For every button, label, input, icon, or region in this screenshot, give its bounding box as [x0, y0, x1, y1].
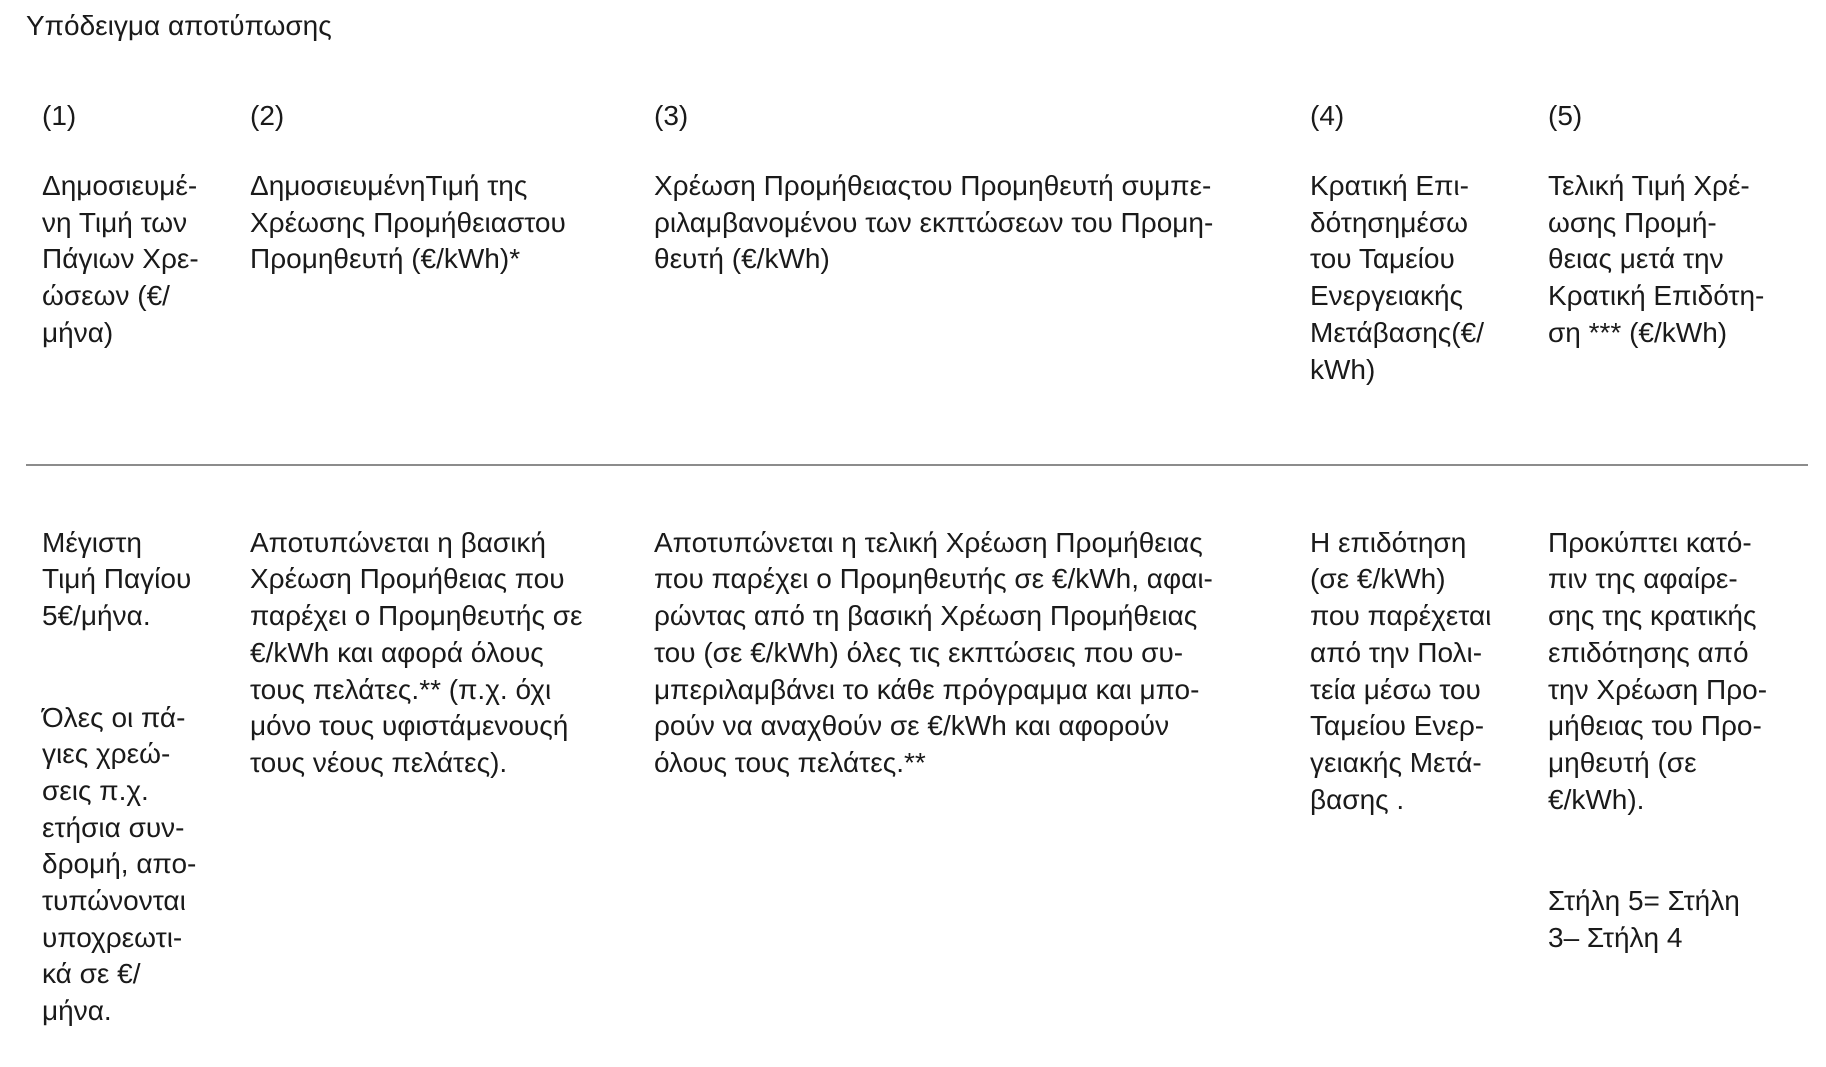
- column-body-4: [1310, 488, 1520, 855]
- column-body-5: [1548, 488, 1798, 993]
- column-body-3: [654, 488, 1294, 818]
- column-body-1: [42, 488, 227, 1067]
- column-header-4: Κρατική Επι- δότησημέσω του Ταμείου Ενεργειακής Μετάβασης(€/ kWh): [1310, 170, 1484, 385]
- column-number-2: (2): [250, 100, 285, 131]
- column-body-paragraph: Μέγιστη Τιμή Παγίου 5€/μήνα.: [42, 526, 192, 632]
- column-header-1: Δημοσιευμέ- νη Τιμή των Πάγιων Χρε- ώσεων (€/ μήνα): [42, 170, 199, 348]
- column-header-2: ΔημοσιευμένηΤιμή της Χρέωσης Προμήθειαστου Προμηθευτή (€/kWh)*: [250, 170, 566, 275]
- column-body-paragraph: Όλες οι πά- γιες χρεώ- σεις π.χ. ετήσια συν- δρομή, απο- τυπώνονται υποχρεωτι- κά σε €/ μήνα.: [42, 701, 197, 1027]
- column-body-2: [250, 488, 635, 818]
- header-divider: [26, 464, 1808, 466]
- column-body-paragraph: Στήλη 5= Στήλη 3– Στήλη 4: [1548, 885, 1740, 953]
- column-body-paragraph: Αποτυπώνεται η βασική Χρέωση Προμήθειας που παρέχει ο Προμηθευτής σε €/kWh και αφορά όλους τους πελάτες.** (π.χ. όχι μόνο τους υφιστάμενουςή τους νέους πελάτες).: [250, 526, 583, 778]
- column-number-1: (1): [42, 100, 77, 131]
- column-number-5: (5): [1548, 100, 1583, 131]
- column-header-3: Χρέωση Προμήθειαςτου Προμηθευτή συμπε- ριλαμβανομένου των εκπτώσεων του Προμη- θευτή (€/kWh): [654, 170, 1214, 275]
- page-title: Υπόδειγμα αποτύπωσης: [26, 10, 332, 41]
- column-body-paragraph: Η επιδότηση (σε €/kWh) που παρέχεται από την Πολι- τεία μέσω του Ταμείου Ενερ- γειακής Μετά- βασης .: [1310, 526, 1492, 815]
- column-body-paragraph: Αποτυπώνεται η τελική Χρέωση Προμήθειας που παρέχει ο Προμηθευτής σε €/kWh, αφαι- ρώντας από τη βασική Χρέωση Προμήθειας του (σε €/kWh) όλες τις εκπτώσεις που συ- μπεριλαμβάνει το κάθε πρόγραμμα και μπο- ρούν να αναχθούν σε €/kWh και αφορούν όλους τους πελάτες.**: [654, 526, 1213, 778]
- column-header-5: Τελική Τιμή Χρέ- ωσης Προμή- θειας μετά την Κρατική Επιδότη- ση *** (€/kWh): [1548, 170, 1765, 348]
- column-body-paragraph: Προκύπτει κατό- πιν της αφαίρε- σης της κρατικής επιδότησης από την Χρέωση Προ- μήθειας του Προ- μηθευτή (σε €/kWh).: [1548, 526, 1768, 815]
- column-number-4: (4): [1310, 100, 1345, 131]
- column-number-3: (3): [654, 100, 689, 131]
